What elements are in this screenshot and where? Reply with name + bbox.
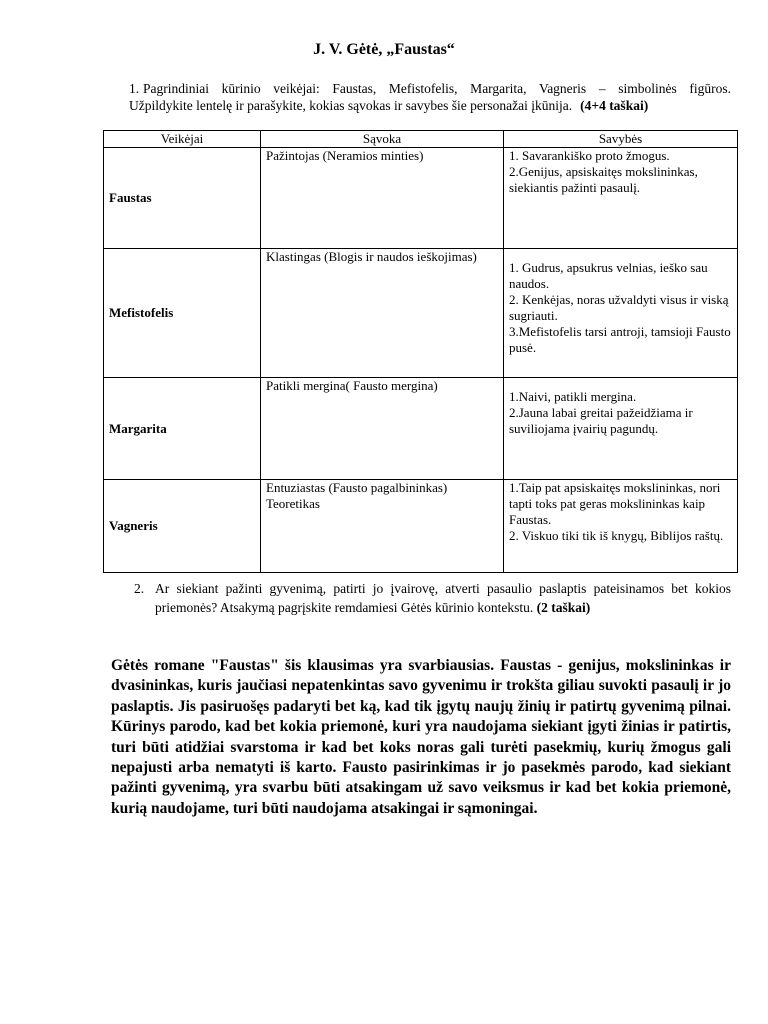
characters-table — [103, 130, 738, 573]
trait-item: 1.Naivi, patikli mergina. — [509, 389, 637, 404]
character-name: Margarita — [104, 378, 261, 480]
question-1-text-2: Užpildykite lentelę ir parašykite, kokias sąvokas ir savybes šie personažai įkūnija. — [129, 98, 573, 113]
character-traits — [504, 480, 738, 573]
character-traits — [504, 249, 738, 378]
table-row — [104, 378, 738, 480]
trait-item: 3.Mefistofelis tarsi antroji, tamsioji Fausto pusė. — [509, 324, 731, 355]
question-1-number: 1. — [129, 81, 140, 96]
question-2-points: (2 taškai) — [536, 600, 591, 615]
document-title: J. V. Gėtė, „Faustas“ — [313, 41, 455, 58]
character-traits — [504, 148, 738, 249]
trait-item: 2.Genijus, apsiskaitęs mokslininkas, siekiantis pažinti pasaulį. — [509, 164, 698, 195]
character-name: Vagneris — [104, 480, 261, 573]
question-2-body — [134, 579, 731, 617]
trait-item: 2.Jauna labai greitai pažeidžiama ir suviliojama įvairių pagundų. — [509, 405, 693, 436]
table-row — [104, 249, 738, 378]
question-1-line-2 — [129, 97, 731, 114]
character-name: Faustas — [104, 148, 261, 249]
character-concept: Pažintojas (Neramios minties) — [261, 148, 504, 249]
answer-paragraph: Gėtės romane "Faustas" šis klausimas yra svarbiausias. Faustas - genijus, mokslininkas ir dvasininkas, kuris jaučiasi nepatenkintas savo gyvenimu ir trokšta giliau suvokti pasaulį ir jo paslaptis. Jis pasiruošęs padaryti bet ką, kad tik įgytų naujų žinių ir patirtų gyvenimą pilnai. Kūrinys parodo, kad bet kokia priemonė, kuri yra naudojama siekiant įgyti žinias ir patirtis, turi būti atidžiai svarstoma ir kad bet koks noras gali turėti pasekmių, kurių žmogus gali nepajusti arba nematyti iš karto. Fausto pasirinkimas ir jo pasekmės parodo, kad siekiant pažinti gyvenimą, yra svarbu būti atsakingam už savo veiksmus ir kad bet kokia priemonė, kurią naudojame, turi būti naudojama atsakingai ir sąmoningai. — [111, 657, 731, 817]
character-name: Mefistofelis — [104, 249, 261, 378]
table-row — [104, 148, 738, 249]
table-row — [104, 480, 738, 573]
question-2-number: 2. — [134, 581, 145, 596]
question-2-text: Ar siekiant pažinti gyvenimą, patirti jo įvairovę, atverti pasaulio paslaptis pateisinamos bet kokios priemonės? Atsakymą pagrįskite remdamiesi Gėtės kūrinio kontekstu. — [155, 581, 731, 615]
question-2 — [134, 579, 731, 617]
question-1 — [129, 80, 731, 114]
header-characters: Veikėjai — [104, 131, 261, 148]
character-traits — [504, 378, 738, 480]
table-header-row — [104, 131, 738, 148]
trait-item: 1. Savarankiško proto žmogus. — [509, 148, 670, 163]
trait-item: 1. Gudrus, apsukrus velnias, ieško sau naudos. — [509, 260, 708, 291]
header-traits: Savybės — [504, 131, 738, 148]
header-concept: Sąvoka — [261, 131, 504, 148]
trait-item: 2. Kenkėjas, noras užvaldyti visus ir viską sugriauti. — [509, 292, 729, 323]
character-concept: Klastingas (Blogis ir naudos ieškojimas) — [261, 249, 504, 378]
question-1-line-1: Pagrindiniai kūrinio veikėjai: Faustas, Mefistofelis, Margarita, Vagneris – simbolinės figūros. — [143, 81, 731, 96]
trait-item: 2. Viskuo tiki tik iš knygų, Biblijos raštų. — [509, 528, 724, 543]
character-concept: Patikli mergina( Fausto mergina) — [261, 378, 504, 480]
character-concept: Entuziastas (Fausto pagalbininkas) Teoretikas — [261, 480, 504, 573]
trait-item: 1.Taip pat apsiskaitęs mokslininkas, nori tapti toks pat geras mokslininkas kaip Faustas. — [509, 480, 721, 527]
question-1-points: (4+4 taškai) — [580, 98, 649, 113]
